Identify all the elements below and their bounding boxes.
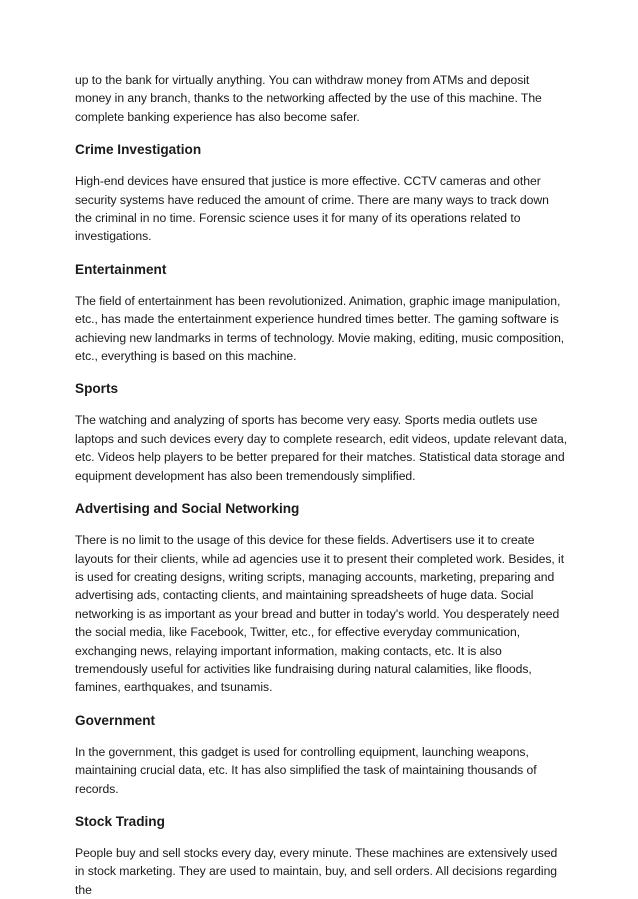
heading-entertainment: Entertainment [75,261,167,277]
paragraph-crime-investigation: High-end devices have ensured that justice is more effective. CCTV cameras and other security systems have reduced the amount of crime. There are many ways to track down the criminal in no time. Forensic science uses it for many of its operations related to investigations. [75,174,549,244]
paragraph-government: In the government, this gadget is used for controlling equipment, launching weapons, maintaining crucial data, etc. It has also simplified the task of maintaining thousands of records. [75,744,537,796]
heading-stock-trading: Stock Trading [75,813,165,829]
heading-advertising-social-networking: Advertising and Social Networking [75,501,300,517]
heading-crime-investigation: Crime Investigation [75,142,202,158]
paragraph-stock-trading: People buy and sell stocks every day, every minute. These machines are extensively used in stock marketing. They are used to maintain, buy, and sell orders. All decisions regarding the [75,845,558,897]
paragraph-banking: up to the bank for virtually anything. You can withdraw money from ATMs and deposit money in any branch, thanks to the networking affected by the use of this machine. The complete banking experience has also become safer. [75,73,542,124]
paragraph-sports: The watching and analyzing of sports has become very easy. Sports media outlets use laptops and such devices every day to complete research, edit videos, update relevant data, etc. Videos help players to be better prepared for their matches. Statistical data storage and equipment development has also been tremendously simplified. [75,413,568,483]
paragraph-entertainment: The field of entertainment has been revolutionized. Animation, graphic image manipulation, etc., has made the entertainment experience hundred times better. The gaming software is achieving new landmarks in terms of technology. Movie making, editing, music composition, etc., everything is based on this machine. [75,293,565,364]
heading-government: Government [75,712,156,728]
paragraph-advertising-social-networking: There is no limit to the usage of this device for these fields. Advertisers use it to create layouts for their clients, while ad agencies use it to present their completed work. Besides, it is used for creating designs, writing scripts, managing accounts, marketing, preparing and advertising ads, contacting clients, and maintaining spreadsheets of huge data. Social networking is as important as your bread and butter in today's world. You desperately need the social media, like Facebook, Twitter, etc., for effective everyday communication, exchanging news, relaying important information, making contacts, etc. It is also tremendously useful for activities like fundraising during natural calamities, like floods, famines, earthquakes, and tsunamis. [75,533,565,695]
heading-sports: Sports [75,381,119,397]
